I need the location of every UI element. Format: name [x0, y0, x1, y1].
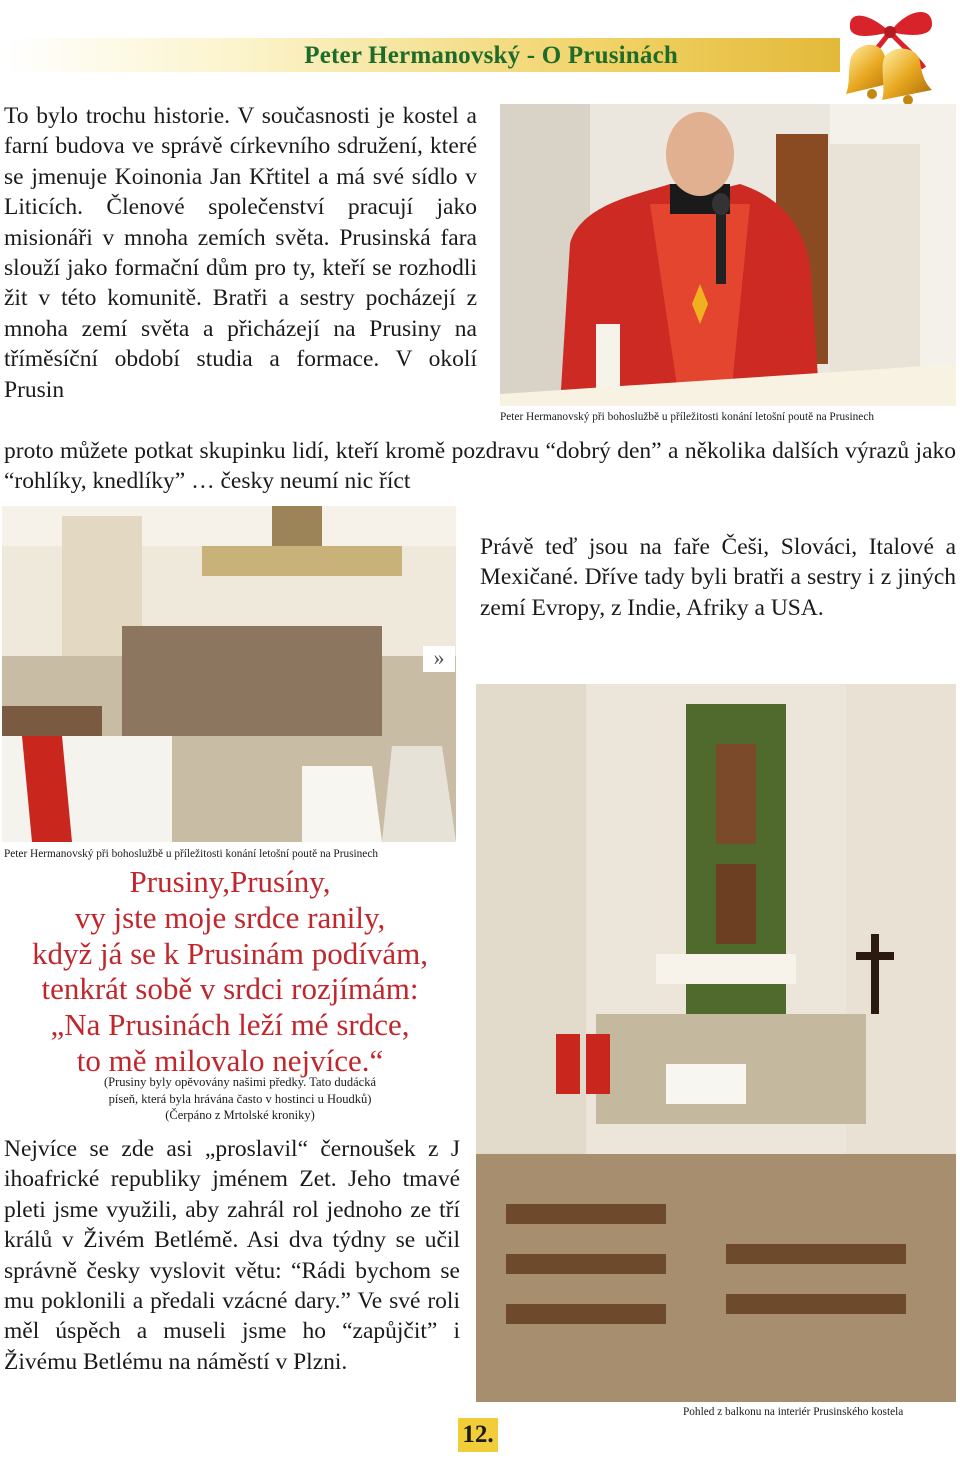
congregation-photo-illustration: [2, 506, 456, 842]
poem-note-line: píseň, která byla hrávána často v hostinci u Houdků): [108, 1091, 372, 1106]
right-paragraph: Právě teď jsou na faře Češi, Slováci, Italové a Mexičané. Dříve tady byli bratři a sestry i z jiných zemí Evropy, z Indie, Afriky a USA.: [480, 534, 956, 621]
poem-line: když já se k Prusinám podívám,: [31, 935, 429, 971]
poem-line: „Na Prusinách leží mé srdce,: [50, 1007, 410, 1043]
photo-church-interior: [476, 684, 956, 1402]
church-interior-illustration: [476, 684, 956, 1402]
priest-photo-illustration: [500, 104, 956, 406]
intro-paragraph: To bylo trochu historie. V současnosti je kostel a farní budova ve správě církevního sdružení, které se jmenuje Koinonia Jan Křtitel a má své sídlo v Liticích. Členové společenství pracují jako misionáři v mnoha zemích světa. Prusinská fara slouží jako formační dům pro ty, kteří se rozhodli žit v této komunitě. Bratři a sestry pocházejí z mnoha zemí světa a přicházejí na Prusiny na tříměsíční období studia a formace. V okolí Prusin: [4, 103, 477, 403]
right-text: [480, 532, 956, 623]
poem-note-line: (Prusiny byly opěvovány našimi předky. Tato dudácká: [104, 1075, 376, 1089]
poem-line: vy jste moje srdce ranily,: [74, 899, 386, 935]
page-title: Peter Hermanovský - O Prusinách: [304, 42, 678, 69]
chevron-right-icon: »: [423, 646, 455, 672]
bottom-paragraph: Nejvíce se zde asi „proslavil“ černoušek z J ihoafrické republiky jménem Zet. Jeho tmavé pleti jsme využili, aby zahrál rol jednoho ze tří králů v Živém Betlémě. Asi dva týdny se učil správně česky vyslovit větu: “Rádi bychom se mu poklonili a předali vzácné dary.” Ve své roli měl úspěch a museli jsme ho “zapůjčit” i Živému Betlému na náměstí v Plzni.: [4, 1136, 460, 1375]
poem: [0, 864, 460, 1079]
page-number: 12.: [458, 1418, 498, 1452]
christmas-bells-icon: [820, 2, 960, 110]
intro-continuation: proto můžete potkat skupinku lidí, kteří kromě pozdravu “dobrý den” a několika dalších výrazů jako “rohlíky, knedlíky” … česky neumí nic říct: [4, 438, 956, 495]
photo1-caption: Peter Hermanovský při bohoslužbě u příležitosti konání letošní poutě na Prusinech: [500, 411, 874, 423]
poem-note-line: (Čerpáno z Mrtolské kroniky): [165, 1108, 315, 1122]
intro-text: [4, 101, 477, 405]
poem-line: tenkrát sobě v srdci rozjímám:: [41, 971, 419, 1007]
poem-line: Prusiny,Prusíny,: [129, 864, 331, 899]
photo-congregation: [2, 506, 456, 842]
photo3-caption: Pohled z balkonu na interiér Prusinského kostela: [683, 1406, 904, 1418]
poem-note: [0, 1074, 480, 1124]
bottom-text: [4, 1134, 460, 1377]
poem-line: to mě milovalo nejvíce.“: [76, 1042, 384, 1078]
photo2-caption: Peter Hermanovský při bohoslužbě u příležitosti konání letošní poutě na Prusinech: [4, 848, 378, 860]
photo-priest-microphone: [500, 104, 956, 406]
